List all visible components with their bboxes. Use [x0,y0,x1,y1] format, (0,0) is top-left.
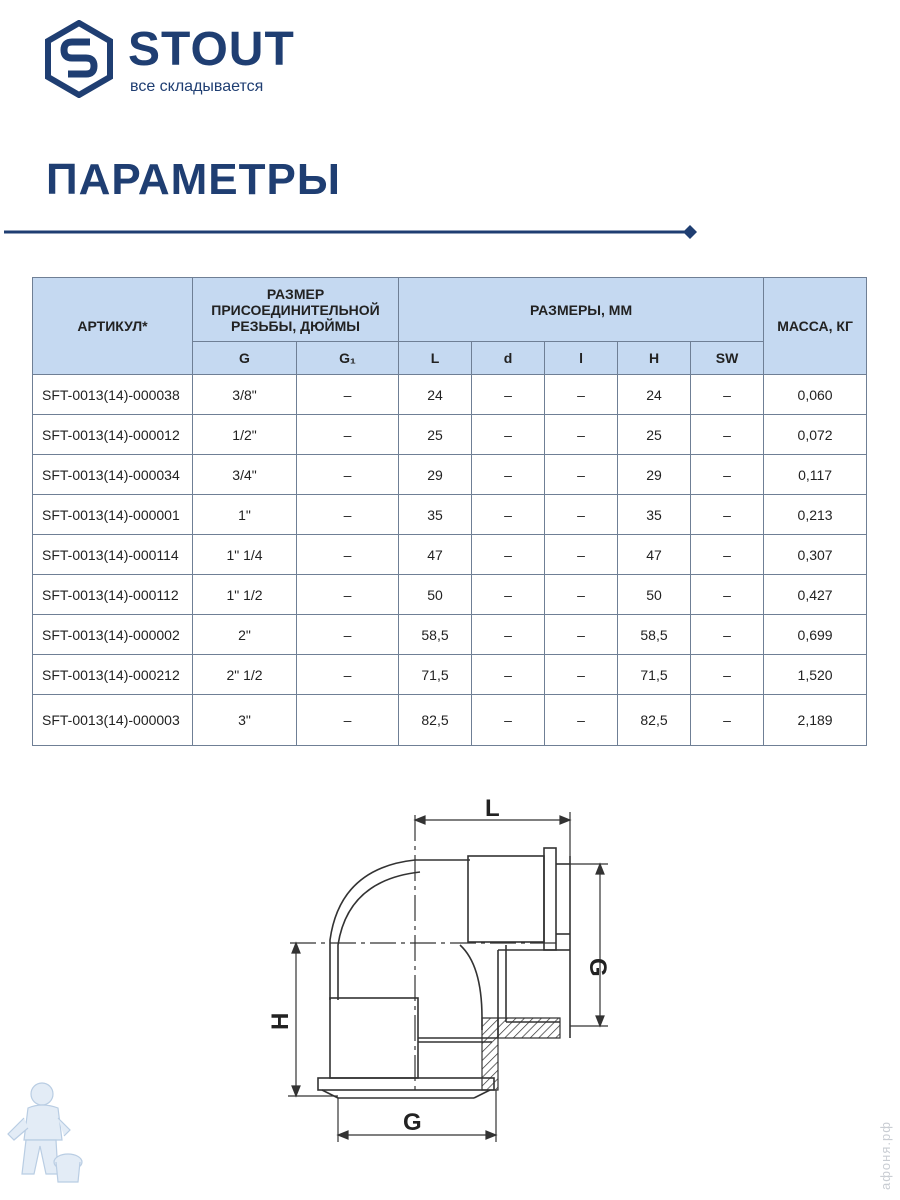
plumber-mascot-icon [0,1078,90,1190]
cell-l: 29 [399,455,472,495]
cell-l-small: – [545,655,618,695]
stout-logo-icon [44,20,114,98]
cell-g1: – [297,695,399,746]
table-row [33,415,867,455]
cell-l: 35 [399,495,472,535]
cell-d: – [472,615,545,655]
table-row [33,575,867,615]
brand-name: STOUT [128,23,295,76]
label-dim-l: L [485,795,500,822]
watermark-text: афоня.рф [878,1121,893,1190]
cell-mass: 1,520 [764,655,867,695]
cell-h: 58,5 [618,615,691,655]
cell-d: – [472,455,545,495]
cell-l-small: – [545,535,618,575]
table-row [33,495,867,535]
cell-sw: – [691,535,764,575]
cell-g: 2" 1/2 [193,655,297,695]
cell-article: SFT-0013(14)-000038 [33,375,193,415]
cell-sw: – [691,415,764,455]
cell-g: 1/2" [193,415,297,455]
elbow-fitting-drawing [260,790,640,1150]
cell-l-small: – [545,575,618,615]
subheader-g: G [193,342,297,375]
label-dim-g-bottom: G [403,1109,422,1136]
cell-sw: – [691,655,764,695]
cell-article: SFT-0013(14)-000001 [33,495,193,535]
cell-g1: – [297,375,399,415]
brand-logo [44,20,295,100]
cell-g1: – [297,495,399,535]
cell-g: 3" [193,695,297,746]
cell-sw: – [691,695,764,746]
cell-d: – [472,575,545,615]
cell-l: 24 [399,375,472,415]
table-row [33,655,867,695]
table-row [33,375,867,415]
cell-l: 50 [399,575,472,615]
subheader-l: L [399,342,472,375]
cell-l: 82,5 [399,695,472,746]
header-article: АРТИКУЛ* [33,278,193,375]
page-title: ПАРАМЕТРЫ [46,155,341,204]
cell-l: 25 [399,415,472,455]
label-dim-g-right: G [584,958,611,977]
subheader-g1: G₁ [297,342,399,375]
parameters-table [32,277,867,746]
cell-g: 1" 1/2 [193,575,297,615]
cell-l-small: – [545,455,618,495]
table-row [33,615,867,655]
cell-g: 2" [193,615,297,655]
cell-l: 47 [399,535,472,575]
cell-d: – [472,535,545,575]
subheader-sw: SW [691,342,764,375]
cell-mass: 0,060 [764,375,867,415]
header-thread-size: РАЗМЕР ПРИСОЕДИНИТЕЛЬНОЙ РЕЗЬБЫ, ДЮЙМЫ [193,278,399,342]
cell-sw: – [691,575,764,615]
cell-h: 35 [618,495,691,535]
cell-g1: – [297,535,399,575]
cell-h: 29 [618,455,691,495]
header-mass: МАССА, КГ [764,278,867,375]
cell-mass: 0,072 [764,415,867,455]
cell-sw: – [691,455,764,495]
subheader-l-small: l [545,342,618,375]
subheader-d: d [472,342,545,375]
cell-l-small: – [545,695,618,746]
cell-mass: 0,117 [764,455,867,495]
cell-l: 71,5 [399,655,472,695]
cell-mass: 0,307 [764,535,867,575]
cell-h: 24 [618,375,691,415]
header-dimensions: РАЗМЕРЫ, ММ [399,278,764,342]
cell-article: SFT-0013(14)-000003 [33,695,193,746]
cell-g1: – [297,455,399,495]
subheader-h: H [618,342,691,375]
cell-d: – [472,415,545,455]
table-row [33,455,867,495]
cell-g: 3/8" [193,375,297,415]
cell-l-small: – [545,375,618,415]
cell-article: SFT-0013(14)-000112 [33,575,193,615]
cell-sw: – [691,495,764,535]
cell-sw: – [691,615,764,655]
cell-article: SFT-0013(14)-000034 [33,455,193,495]
cell-article: SFT-0013(14)-000114 [33,535,193,575]
table-row [33,695,867,746]
cell-g: 1" 1/4 [193,535,297,575]
cell-g: 1" [193,495,297,535]
cell-g1: – [297,415,399,455]
cell-g1: – [297,615,399,655]
cell-l-small: – [545,415,618,455]
title-divider [0,222,704,242]
cell-l-small: – [545,615,618,655]
cell-l: 58,5 [399,615,472,655]
cell-article: SFT-0013(14)-000012 [33,415,193,455]
cell-d: – [472,655,545,695]
cell-mass: 0,699 [764,615,867,655]
cell-mass: 0,427 [764,575,867,615]
cell-mass: 0,213 [764,495,867,535]
cell-g1: – [297,575,399,615]
cell-h: 71,5 [618,655,691,695]
cell-g1: – [297,655,399,695]
cell-h: 50 [618,575,691,615]
cell-d: – [472,695,545,746]
cell-mass: 2,189 [764,695,867,746]
label-dim-h: H [267,1012,294,1030]
cell-h: 25 [618,415,691,455]
cell-h: 82,5 [618,695,691,746]
brand-tagline: все складывается [130,78,264,95]
cell-sw: – [691,375,764,415]
cell-d: – [472,495,545,535]
cell-l-small: – [545,495,618,535]
cell-g: 3/4" [193,455,297,495]
table-row [33,535,867,575]
cell-d: – [472,375,545,415]
cell-article: SFT-0013(14)-000002 [33,615,193,655]
cell-h: 47 [618,535,691,575]
cell-article: SFT-0013(14)-000212 [33,655,193,695]
